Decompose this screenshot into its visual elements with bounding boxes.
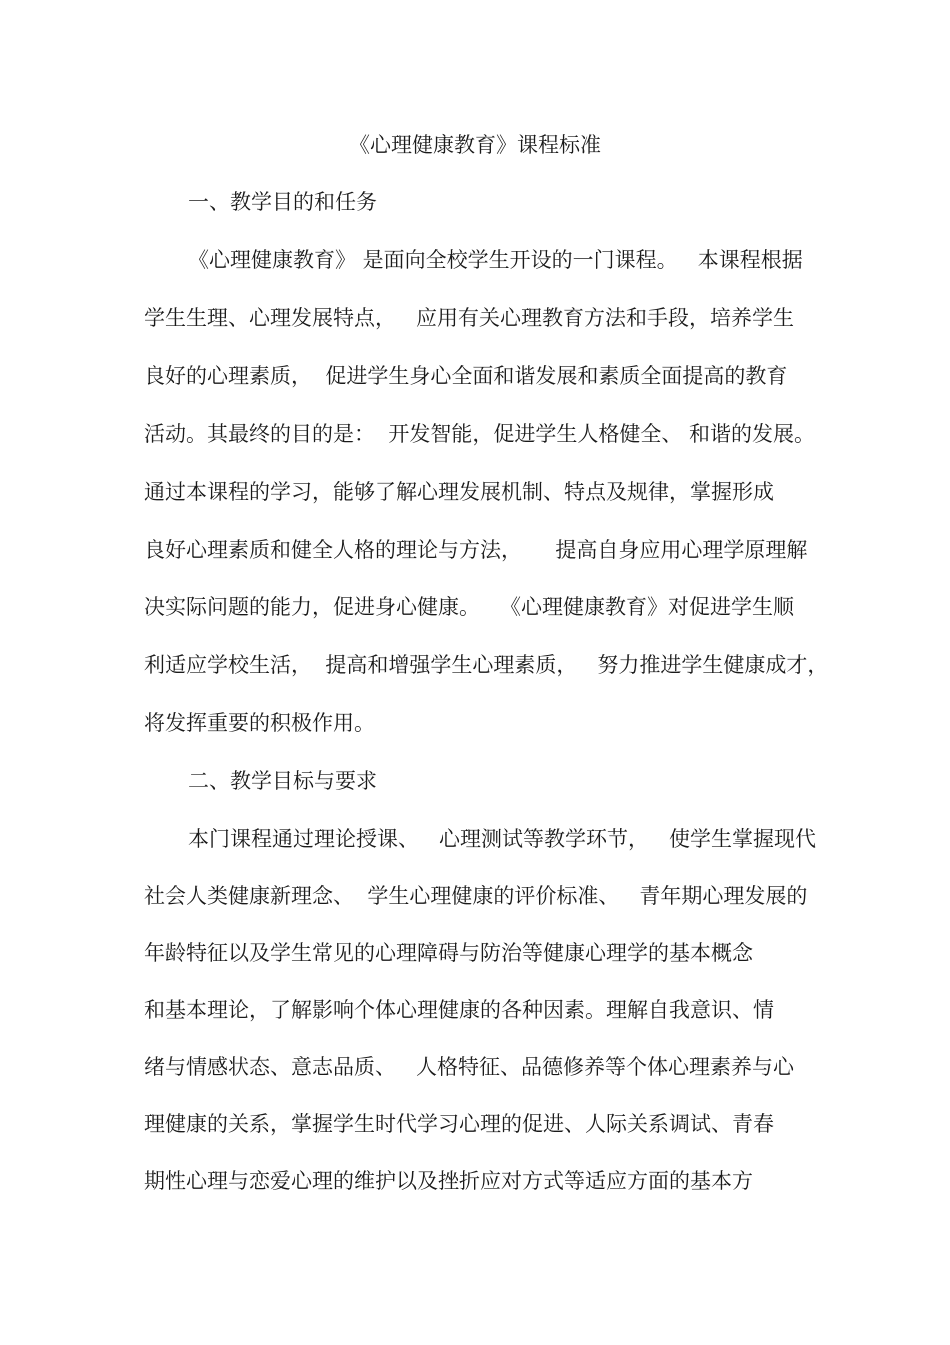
section-heading-1: 一、教学目的和任务 xyxy=(188,190,377,214)
paragraph-line: 通过本课程的学习，能够了解心理发展机制、特点及规律，掌握形成 xyxy=(144,480,774,504)
paragraph-line: 学生生理、心理发展特点， 应用有关心理教育方法和手段，培养学生 xyxy=(144,306,795,330)
paragraph-line: 将发挥重要的积极作用。 xyxy=(144,711,375,735)
paragraph-line: 理健康的关系，掌握学生时代学习心理的促进、人际关系调试、青春 xyxy=(144,1112,774,1136)
section-heading-2: 二、教学目标与要求 xyxy=(188,769,377,793)
paragraph-line: 年龄特征以及学生常见的心理障碍与防治等健康心理学的基本概念 xyxy=(144,941,753,965)
paragraph-line: 期性心理与恋爱心理的维护以及挫折应对方式等适应方面的基本方 xyxy=(144,1169,753,1193)
paragraph-line: 利适应学校生活， 提高和增强学生心理素质， 努力推进学生健康成才， xyxy=(144,653,829,677)
paragraph-line: 良好心理素质和健全人格的理论与方法， 提高自身应用心理学原理解 xyxy=(144,538,808,562)
paragraph-line: 社会人类健康新理念、 学生心理健康的评价标准、 青年期心理发展的 xyxy=(144,884,808,908)
paragraph-line: 本门课程通过理论授课、 心理测试等教学环节， 使学生掌握现代 xyxy=(188,827,817,851)
paragraph-line: 决实际问题的能力，促进身心健康。 《心理健康教育》对促进学生顺 xyxy=(144,595,795,619)
paragraph-line: 活动。其最终的目的是： 开发智能，促进学生人格健全、 和谐的发展。 xyxy=(144,422,816,446)
document-title: 《心理健康教育》课程标准 xyxy=(349,133,601,157)
paragraph-line: 良好的心理素质， 促进学生身心全面和谐发展和素质全面提高的教育 xyxy=(144,364,788,388)
paragraph-line: 和基本理论，了解影响个体心理健康的各种因素。理解自我意识、情 xyxy=(144,998,774,1022)
paragraph-line: 绪与情感状态、意志品质、 人格特征、品德修养等个体心理素养与心 xyxy=(144,1055,795,1079)
paragraph-line: 《心理健康教育》 是面向全校学生开设的一门课程。 本课程根据 xyxy=(188,248,803,272)
